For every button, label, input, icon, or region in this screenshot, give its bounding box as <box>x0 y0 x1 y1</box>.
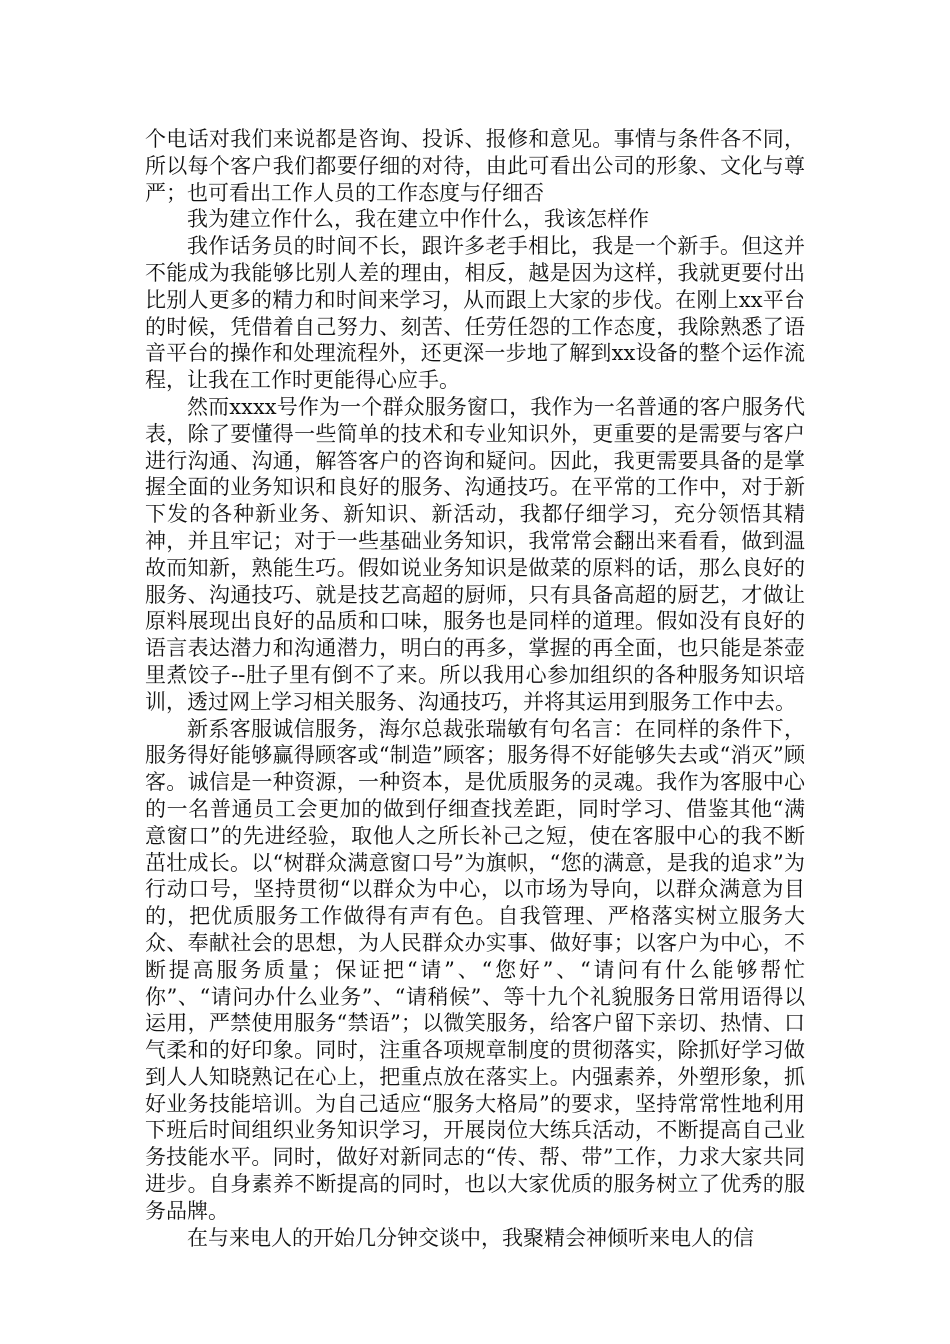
paragraph-5: 新系客服诚信服务，海尔总裁张瑞敏有句名言：在同样的条件下，服务得好能够赢得顾客或“制造”顾客；服务得不好能够失去或“消灭”顾客。诚信是一种资源，一种资本，是优质服务的灵魂。我作为客服中心的一名普通员工会更加的做到仔细查找差距，同时学习、借鉴其他“满意窗口”的先进经验，取他人之所长补己之短，使在客服中心的我不断茁壮成长。以“树群众满意窗口号”为旗帜，“您的满意，是我的追求”为行动口号，坚持贯彻“以群众为中心，以市场为导向，以群众满意为目的，把优质服务工作做得有声有色。自我管理、严格落实树立服务大众、奉献社会的思想，为人民群众办实事、做好事；以客户为中心，不断提高服务质量；保证把“请”、“您好”、“请问有什么能够帮忙你”、“请问办什么业务”、“请稍候”、等十九个礼貌服务日常用语得以运用，严禁使用服务“禁语”；以微笑服务，给客户留下亲切、热情、口气柔和的好印象。同时，注重各项规章制度的贯彻落实，除抓好学习做到人人知晓熟记在心上，把重点放在落实上。内强素养，外塑形象，抓好业务技能培训。为自己适应“服务大格局”的要求，坚持常常性地利用下班后时间组织业务知识学习，开展岗位大练兵活动，不断提高自己业务技能水平。同时，做好对新同志的“传、帮、带”工作，力求大家共同进步。自身素养不断提高的同时，也以大家优质的服务树立了优秀的服务品牌。 <box>145 716 805 1223</box>
paragraph-3: 我作话务员的时间不长，跟许多老手相比，我是一个新手。但这并不能成为我能够比别人差的理由，相反，越是因为这样，我就更要付出比别人更多的精力和时间来学习，从而跟上大家的步伐。在刚上xx平台的时候，凭借着自己努力、刻苦、任劳任怨的工作态度，我除熟悉了语音平台的操作和处理流程外，还更深一步地了解到xx设备的整个运作流程，让我在工作时更能得心应手。 <box>145 234 805 393</box>
paragraph-1: 个电话对我们来说都是咨询、投诉、报修和意见。事情与条件各不同，所以每个客户我们都要仔细的对待，由此可看出公司的形象、文化与尊严；也可看出工作人员的工作态度与仔细否 <box>145 127 805 205</box>
paragraph-2: 我为建立作什么，我在建立中作什么，我该怎样作 <box>187 207 649 232</box>
paragraph-6: 在与来电人的开始几分钟交谈中，我聚精会神倾听来电人的信 <box>187 1225 754 1250</box>
document-page <box>145 126 805 1251</box>
paragraph-4: 然而xxxx号作为一个群众服务窗口，我作为一名普通的客户服务代表，除了要懂得一些简单的技术和专业知识外，更重要的是需要与客户进行沟通、沟通，解答客户的咨询和疑问。因此，我更需要具备的是掌握全面的业务知识和良好的服务、沟通技巧。在平常的工作中，对于新下发的各种新业务、新知识、新活动，我都仔细学习，充分领悟其精神，并且牢记；对于一些基础业务知识，我常常会翻出来看看，做到温故而知新，熟能生巧。假如说业务知识是做菜的原料的话，那么良好的服务、沟通技巧、就是技艺高超的厨师，只有具备高超的厨艺，才做让原料展现出良好的品质和口味，服务也是同样的道理。假如没有良好的语言表达潜力和沟通潜力，明白的再多，掌握的再全面，也只能是茶壶里煮饺子--肚子里有倒不了来。所以我用心参加组织的各种服务知识培训，透过网上学习相关服务、沟通技巧，并将其运用到服务工作中去。 <box>145 394 805 714</box>
